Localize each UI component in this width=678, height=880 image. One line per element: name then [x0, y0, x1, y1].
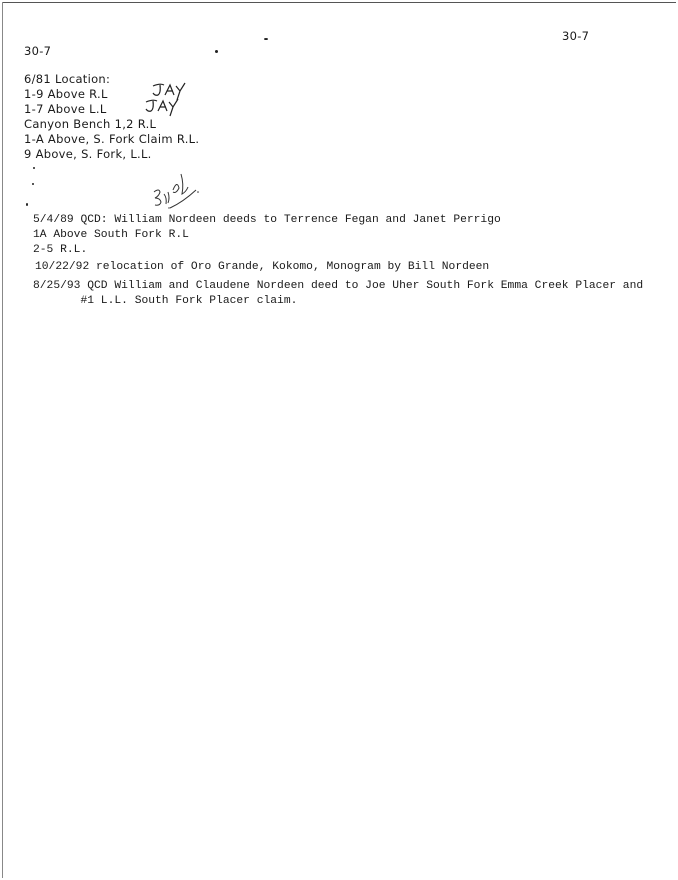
entry-line: #1 L.L. South Fork Placer claim. — [33, 295, 298, 307]
handwritten-initials-scribble — [148, 168, 208, 212]
stray-mark — [33, 167, 35, 169]
page-top-edge — [2, 2, 676, 3]
entry-line: 1A Above South Fork R.L — [33, 229, 189, 241]
page-ref-right: 30-7 — [562, 29, 590, 43]
entry-line: 5/4/89 QCD: William Nordeen deeds to Terrence Fegan and Janet Perrigo — [33, 214, 501, 226]
stray-mark — [264, 38, 268, 40]
handwritten-jay-annotation — [144, 97, 184, 117]
page-ref-left: 30-7 — [24, 44, 52, 58]
stray-mark — [215, 50, 218, 53]
entry-line: 10/22/92 relocation of Oro Grande, Kokomo, Monogram by Bill Nordeen — [35, 261, 490, 273]
location-title: 6/81 Location: — [24, 72, 111, 86]
page-left-edge — [2, 2, 3, 878]
location-line: 1-A Above, S. Fork Claim R.L. — [24, 132, 200, 146]
entry-line: 8/25/93 QCD William and Claudene Nordeen deed to Joe Uher South Fork Emma Creek Placer and — [33, 280, 644, 292]
stray-mark — [26, 203, 28, 206]
stray-mark — [32, 183, 34, 185]
location-line: 9 Above, S. Fork, L.L. — [24, 147, 152, 161]
location-line: 1-7 Above L.L — [24, 102, 107, 116]
entry-line: 2-5 R.L. — [33, 244, 88, 256]
location-line: Canyon Bench 1,2 R.L — [24, 117, 157, 131]
location-line: 1-9 Above R.L — [24, 87, 108, 101]
